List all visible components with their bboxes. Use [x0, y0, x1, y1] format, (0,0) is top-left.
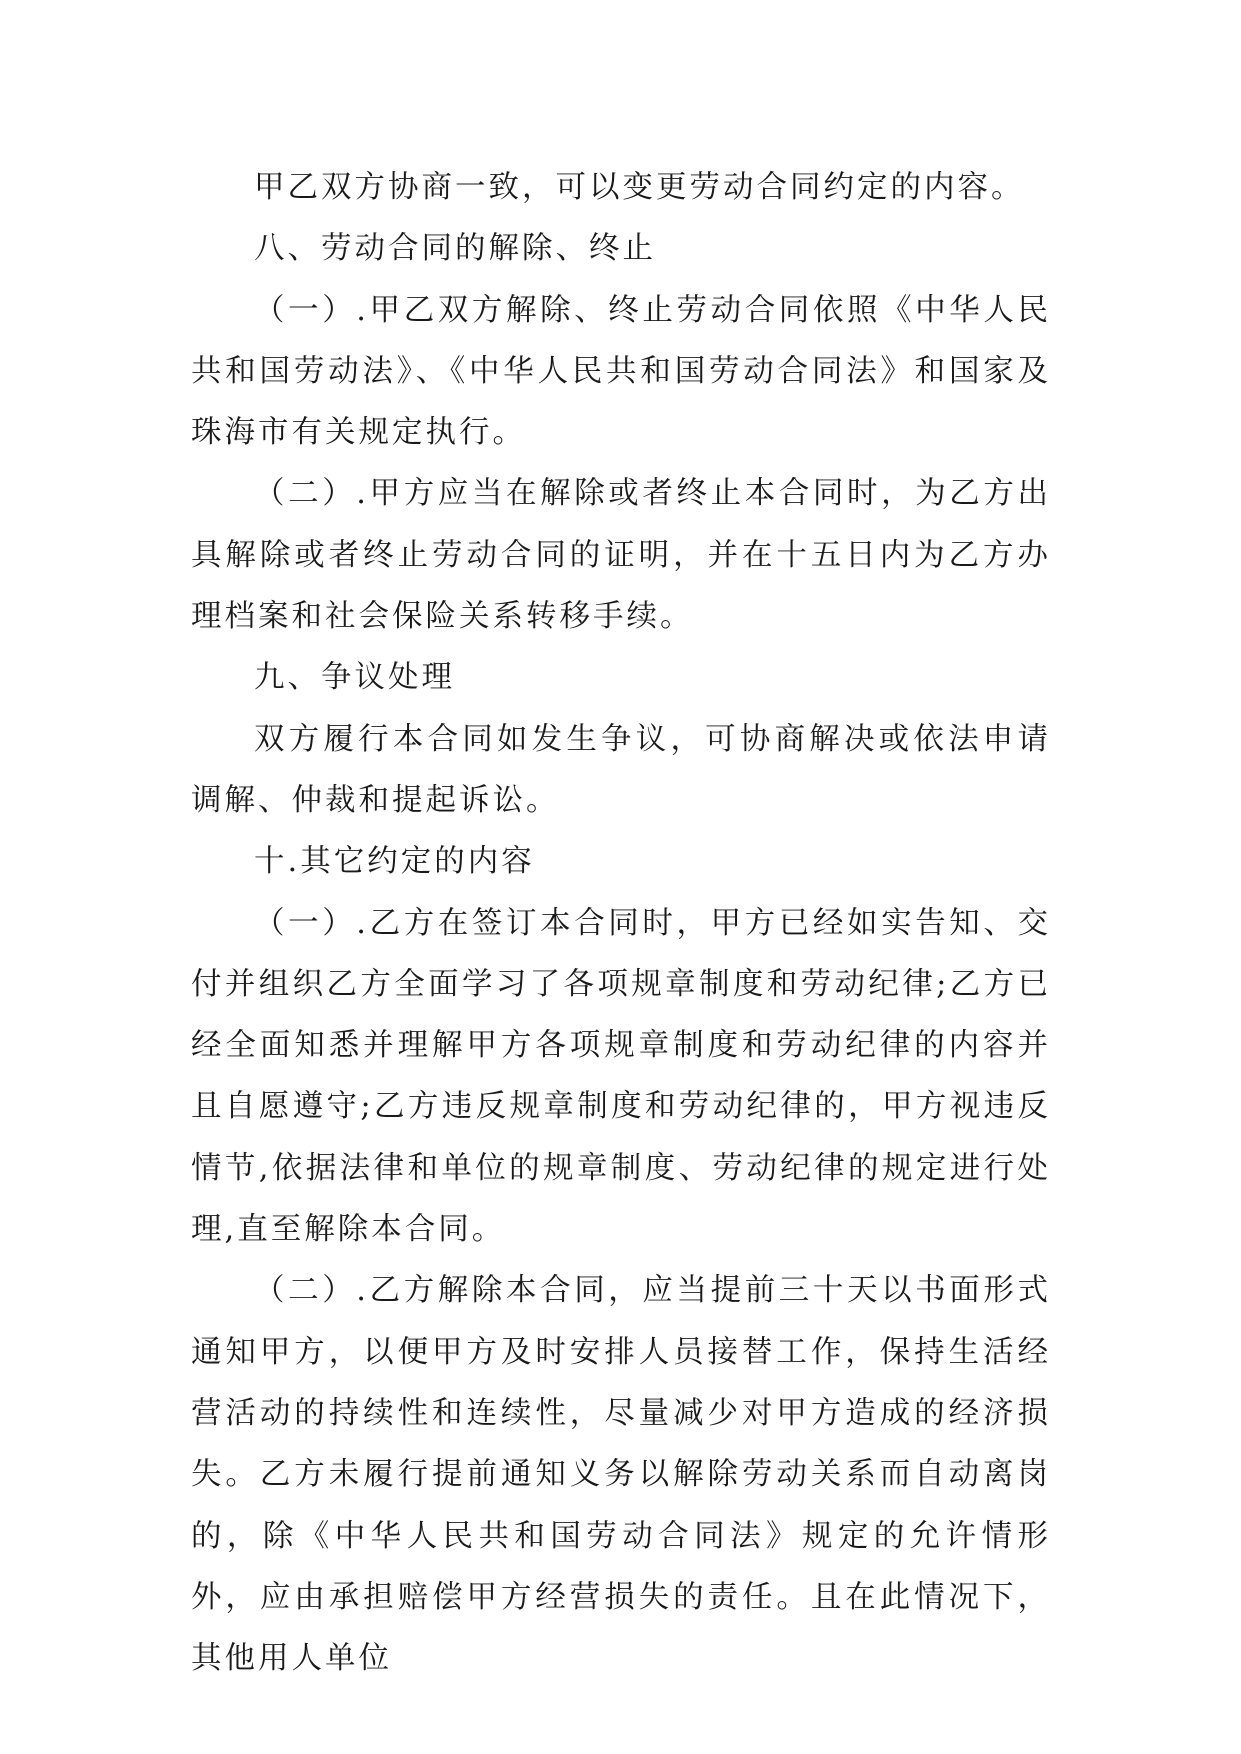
paragraph-contract-change: 甲乙双方协商一致，可以变更劳动合同约定的内容。 [254, 170, 1025, 205]
document-body [191, 157, 1051, 1689]
paragraph-termination-basis: （一）.甲乙双方解除、终止劳动合同依照《中华人民共和国劳动法》、《中华人民共和国劳动合同法》和国家及珠海市有关规定执行。 [191, 292, 1051, 451]
paragraph-dispute-resolution: 双方履行本合同如发生争议，可协商解决或依法申请调解、仲裁和提起诉讼。 [191, 721, 1051, 818]
section-heading-termination: 八、劳动合同的解除、终止 [254, 231, 656, 267]
paragraph-resignation-notice: （二）.乙方解除本合同，应当提前三十天以书面形式通知甲方，以便甲方及时安排人员接替工作，保持生活经营活动的持续性和连续性，尽量减少对甲方造成的经济损失。乙方未履行提前通知义务以解除劳动关系而自动离岗的，除《中华人民共和国劳动合同法》规定的允许情形外，应由承担赔偿甲方经营损失的责任。且在此情况下，其他用人单位 [191, 1273, 1051, 1677]
section-heading-dispute: 九、争议处理 [254, 660, 455, 696]
section-heading-other-terms: 十.其它约定的内容 [254, 844, 535, 880]
paragraph-termination-certificate: （二）.甲方应当在解除或者终止本合同时，为乙方出具解除或者终止劳动合同的证明，并在十五日内为乙方办理档案和社会保险关系转移手续。 [191, 476, 1051, 635]
paragraph-rules-acknowledgement: （一）.乙方在签订本合同时，甲方已经如实告知、交付并组织乙方全面学习了各项规章制度和劳动纪律;乙方已经全面知悉并理解甲方各项规章制度和劳动纪律的内容并且自愿遵守;乙方违反规章制度和劳动纪律的，甲方视违反情节,依据法律和单位的规章制度、劳动纪律的规定进行处理,直至解除本合同。 [191, 905, 1051, 1248]
